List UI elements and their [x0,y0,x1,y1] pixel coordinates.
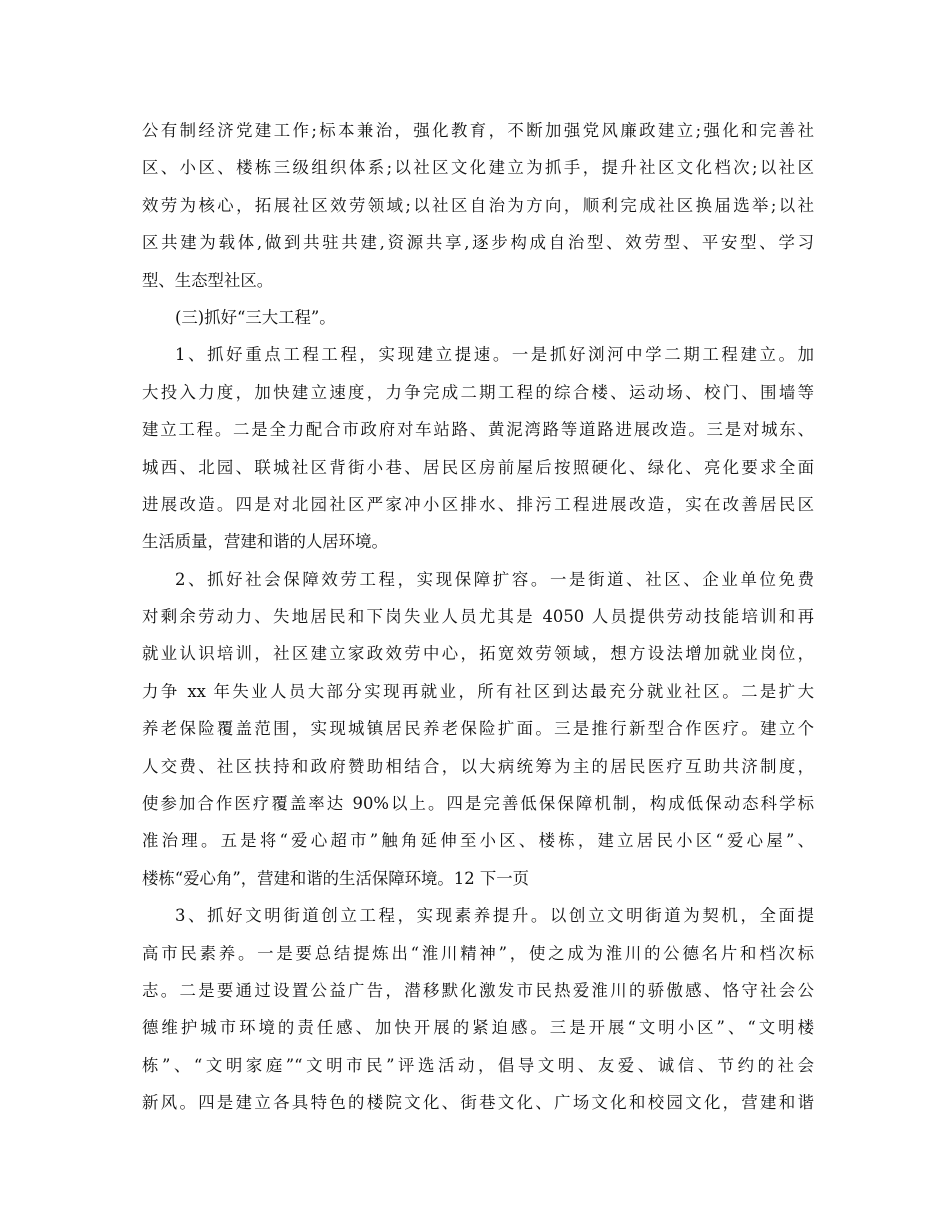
text-line: 高市民素养。一是要总结提炼出“淮川精神”，使之成为淮川的公德名片和档次标 [142,943,814,963]
text-line: 型、生态型社区。 [142,270,274,290]
paragraph-5 [142,897,814,1121]
text-line: 2、抓好社会保障效劳工程，实现保障扩容。一是街道、社区、企业单位免费 [175,569,814,589]
text-line: 新风。四是建立各具特色的楼院文化、街巷文化、广场文化和校园文化，营建和谐 [142,1093,814,1113]
text-line: 大投入力度，加快建立速度，力争完成二期工程的综合楼、运动场、校门、围墙等 [142,382,814,402]
text-line: 养老保险覆盖范围，实现城镇居民养老保险扩面。三是推行新型合作医疗。建立个 [142,719,814,739]
text-line: 人交费、社区扶持和政府赞助相结合，以大病统筹为主的居民医疗互助共济制度， [142,756,814,776]
text-line: 对剩余劳动力、失地居民和下岗失业人员尤其是 4050 人员提供劳动技能培训和再 [142,607,814,627]
text-line: 公有制经济党建工作;标本兼治，强化教育，不断加强党风廉政建立;强化和完善社 [142,121,814,140]
text-line: 德维护城市环境的责任感、加快开展的紧迫感。三是开展“文明小区”、“文明楼 [142,1018,814,1038]
text-line: 区、小区、楼栋三级组织体系;以社区文化建立为抓手，提升社区文化档次;以社区 [142,158,814,178]
text-line: 就业认识培训，社区建立家政效劳中心，拓宽效劳领域，想方设法增加就业岗位， [142,644,814,664]
text-line: 力争 xx 年失业人员大部分实现再就业，所有社区到达最充分就业社区。二是扩大 [142,681,814,701]
text-line: 使参加合作医疗覆盖率达 90%以上。四是完善低保保障机制，构成低保动态科学标 [142,794,814,814]
text-line: 建立工程。二是全力配合市政府对车站路、黄泥湾路等道路进展改造。三是对城东、 [142,420,814,440]
text-line: 效劳为核心，拓展社区效劳领域;以社区自治为方向，顺利完成社区换届选举;以社 [142,195,814,215]
text-line: 准治理。五是将“爱心超市”触角延伸至小区、楼栋，建立居民小区“爱心屋”、 [142,831,814,851]
paragraph-3 [142,336,814,560]
text-line: 区共建为载体,做到共驻共建,资源共享,逐步构成自治型、效劳型、平安型、学习 [142,233,814,253]
text-line: 城西、北园、联城社区背街小巷、居民区房前屋后按照硬化、绿化、亮化要求全面 [142,457,814,477]
paragraph-4 [142,561,814,898]
document-body [142,112,814,1122]
text-line: 生活质量，营建和谐的人居环境。 [142,532,388,552]
paragraph-1 [142,112,814,299]
section-heading: (三)抓好“三大工程”。 [175,307,336,327]
text-line: 栋”、“文明家庭”“文明市民”评选活动，倡导文明、友爱、诚信、节约的社会 [142,1055,814,1075]
text-line: 进展改造。四是对北园社区严家冲小区排水、排污工程进展改造，实在改善居民区 [142,494,814,514]
text-line: 1、抓好重点工程工程，实现建立提速。一是抓好浏河中学二期工程建立。加 [175,345,814,365]
text-line: 楼栋“爱心角”，营建和谐的生活保障环境。12 下一页 [142,868,530,888]
section-heading-paragraph [142,299,814,336]
text-line: 志。二是要通过设置公益广告，潜移默化激发市民热爱淮川的骄傲感、恪守社会公 [142,980,814,1000]
text-line: 3、抓好文明街道创立工程，实现素养提升。以创立文明街道为契机，全面提 [175,906,814,926]
